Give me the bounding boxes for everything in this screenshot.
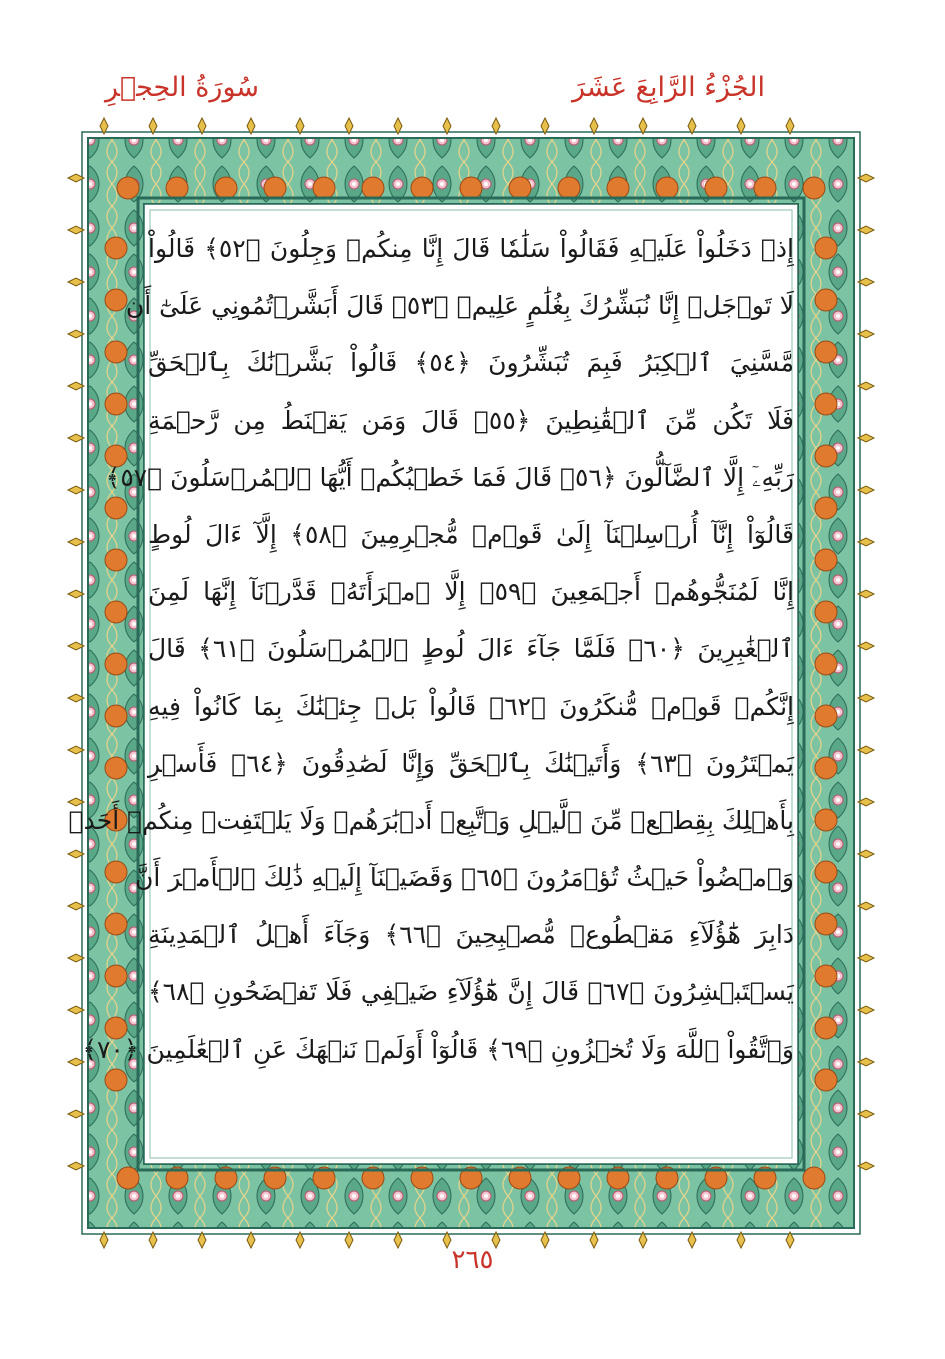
verse-line: يَسۡتَبۡشِرُونَ ﴿٦٧﴾ قَالَ إِنَّ هَٰٓؤُلَآءِ ضَيۡفِي فَلَا تَفۡضَحُونِ ﴿٦٨﴾ bbox=[148, 977, 794, 1007]
border-medallion bbox=[815, 653, 837, 675]
verse-line: رَبِّهِۦٓ إِلَّا ٱلضَّآلُّونَ ﴿٥٦﴾ قَالَ فَمَا خَطۡبُكُمۡ أَيُّهَا ٱلۡمُرۡسَلُونَ ﴿٥٧﴾ bbox=[105, 462, 794, 492]
border-medallion bbox=[411, 177, 433, 199]
verse-line: إِنَّكُمۡ قَوۡمٞ مُّنكَرُونَ ﴿٦٢﴾ قَالُواْ بَلۡ جِئۡنَٰكَ بِمَا كَانُواْ فِيهِ bbox=[148, 691, 794, 721]
border-medallion bbox=[815, 965, 837, 987]
verse-line: يَمۡتَرُونَ ﴿٦٣﴾ وَأَتَيۡنَٰكَ بِٱلۡحَقِّ وَإِنَّا لَصَٰدِقُونَ ﴿٦٤﴾ فَأَسۡرِ bbox=[148, 748, 794, 778]
verse-line: فَلَا تَكُن مِّنَ ٱلۡقَٰنِطِينَ ﴿٥٥﴾ قَالَ وَمَن يَقۡنَطُ مِن رَّحۡمَةِ bbox=[148, 405, 794, 435]
page-number: ٢٦٥ bbox=[451, 1245, 494, 1275]
border-medallion bbox=[815, 549, 837, 571]
border-medallion bbox=[705, 177, 727, 199]
verse-line: لَا تَوۡجَلۡ إِنَّا نُبَشِّرُكَ بِغُلَٰمٍ عَلِيمٖ ﴿٥٣﴾ قَالَ أَبَشَّرۡتُمُونِي عَلَىٰٓ أَن bbox=[125, 291, 794, 321]
border-medallion bbox=[105, 913, 127, 935]
border-medallion bbox=[815, 341, 837, 363]
border-medallion bbox=[656, 177, 678, 199]
border-medallion bbox=[754, 177, 776, 199]
border-medallion bbox=[815, 705, 837, 727]
border-medallion bbox=[815, 393, 837, 415]
border-medallion bbox=[815, 601, 837, 623]
border-medallion bbox=[362, 177, 384, 199]
border-medallion bbox=[509, 177, 531, 199]
border-medallion bbox=[105, 861, 127, 883]
border-medallion bbox=[815, 757, 837, 779]
border-medallion bbox=[460, 177, 482, 199]
verse-line: قَالُوٓاْ إِنَّآ أُرۡسِلۡنَآ إِلَىٰ قَوۡمٖ مُّجۡرِمِينَ ﴿٥٨﴾ إِلَّآ ءَالَ لُوطٍ bbox=[148, 519, 794, 549]
quran-text-block bbox=[68, 220, 795, 1135]
border-medallion bbox=[105, 601, 127, 623]
border-medallion bbox=[105, 705, 127, 727]
border-medallion bbox=[815, 289, 837, 311]
border-medallion bbox=[215, 177, 237, 199]
verse-line: وَٱمۡضُواْ حَيۡثُ تُؤۡمَرُونَ ﴿٦٥﴾ وَقَضَيۡنَآ إِلَيۡهِ ذَٰلِكَ ٱلۡأَمۡرَ أَنَّ bbox=[135, 863, 794, 893]
border-medallion bbox=[558, 177, 580, 199]
verse-line: إِنَّا لَمُنَجُّوهُمۡ أَجۡمَعِينَ ﴿٥٩﴾ إِلَّا ٱمۡرَأَتَهُۥ قَدَّرۡنَآ إِنَّهَا لَمِنَ bbox=[148, 577, 794, 607]
border-medallion bbox=[803, 177, 825, 199]
border-medallion bbox=[815, 913, 837, 935]
border-medallion bbox=[313, 177, 335, 199]
border-medallion bbox=[815, 809, 837, 831]
verse-line: دَابِرَ هَٰٓؤُلَآءِ مَقۡطُوعٞ مُّصۡبِحِينَ ﴿٦٦﴾ وَجَآءَ أَهۡلُ ٱلۡمَدِينَةِ bbox=[148, 920, 795, 950]
border-medallion bbox=[105, 341, 127, 363]
border-medallion bbox=[105, 393, 127, 415]
juz-title: الجُزْءُ الرَّابِعَ عَشَرَ bbox=[571, 72, 765, 103]
border-medallion bbox=[815, 1017, 837, 1039]
border-medallion bbox=[105, 237, 127, 259]
border-medallion bbox=[105, 965, 127, 987]
verse-line: بِأَهۡلِكَ بِقِطۡعٖ مِّنَ ٱلَّيۡلِ وَٱتَّبِعۡ أَدۡبَٰرَهُمۡ وَلَا يَلۡتَفِتۡ مِنكُمۡ أَحَدٞ bbox=[68, 805, 794, 835]
border-medallion bbox=[815, 861, 837, 883]
border-medallion bbox=[105, 549, 127, 571]
border-medallion bbox=[264, 177, 286, 199]
border-medallion bbox=[166, 177, 188, 199]
border-medallion bbox=[117, 177, 139, 199]
verse-line: إِذۡ دَخَلُواْ عَلَيۡهِ فَقَالُواْ سَلَٰمٗا قَالَ إِنَّا مِنكُمۡ وَجِلُونَ ﴿٥٢﴾ قَالُواْ bbox=[148, 234, 794, 263]
verse-line: وَٱتَّقُواْ ٱللَّهَ وَلَا تُخۡزُونِ ﴿٦٩﴾ قَالُوٓاْ أَوَلَمۡ نَنۡهَكَ عَنِ ٱلۡعَٰلَمِينَ ﴿٧٠﴾ bbox=[82, 1034, 794, 1064]
border-medallion bbox=[815, 497, 837, 519]
surah-title: سُورَةُ الحِجۡرِ bbox=[105, 72, 260, 103]
verse-line: مَّسَّنِيَ ٱلۡكِبَرُ فَبِمَ تُبَشِّرُونَ ﴿٥٤﴾ قَالُواْ بَشَّرۡنَٰكَ بِٱلۡحَقِّ bbox=[148, 348, 794, 378]
border-medallion bbox=[607, 177, 629, 199]
border-medallion bbox=[105, 289, 127, 311]
border-medallion bbox=[815, 445, 837, 467]
border-medallion bbox=[105, 653, 127, 675]
border-medallion bbox=[803, 1167, 825, 1189]
border-medallion bbox=[815, 237, 837, 259]
border-medallion bbox=[117, 1167, 139, 1189]
verse-line: ٱلۡغَٰبِرِينَ ﴿٦٠﴾ فَلَمَّا جَآءَ ءَالَ لُوطٍ ٱلۡمُرۡسَلُونَ ﴿٦١﴾ قَالَ bbox=[148, 634, 794, 664]
border-medallion bbox=[105, 757, 127, 779]
border-medallion bbox=[815, 1069, 837, 1091]
